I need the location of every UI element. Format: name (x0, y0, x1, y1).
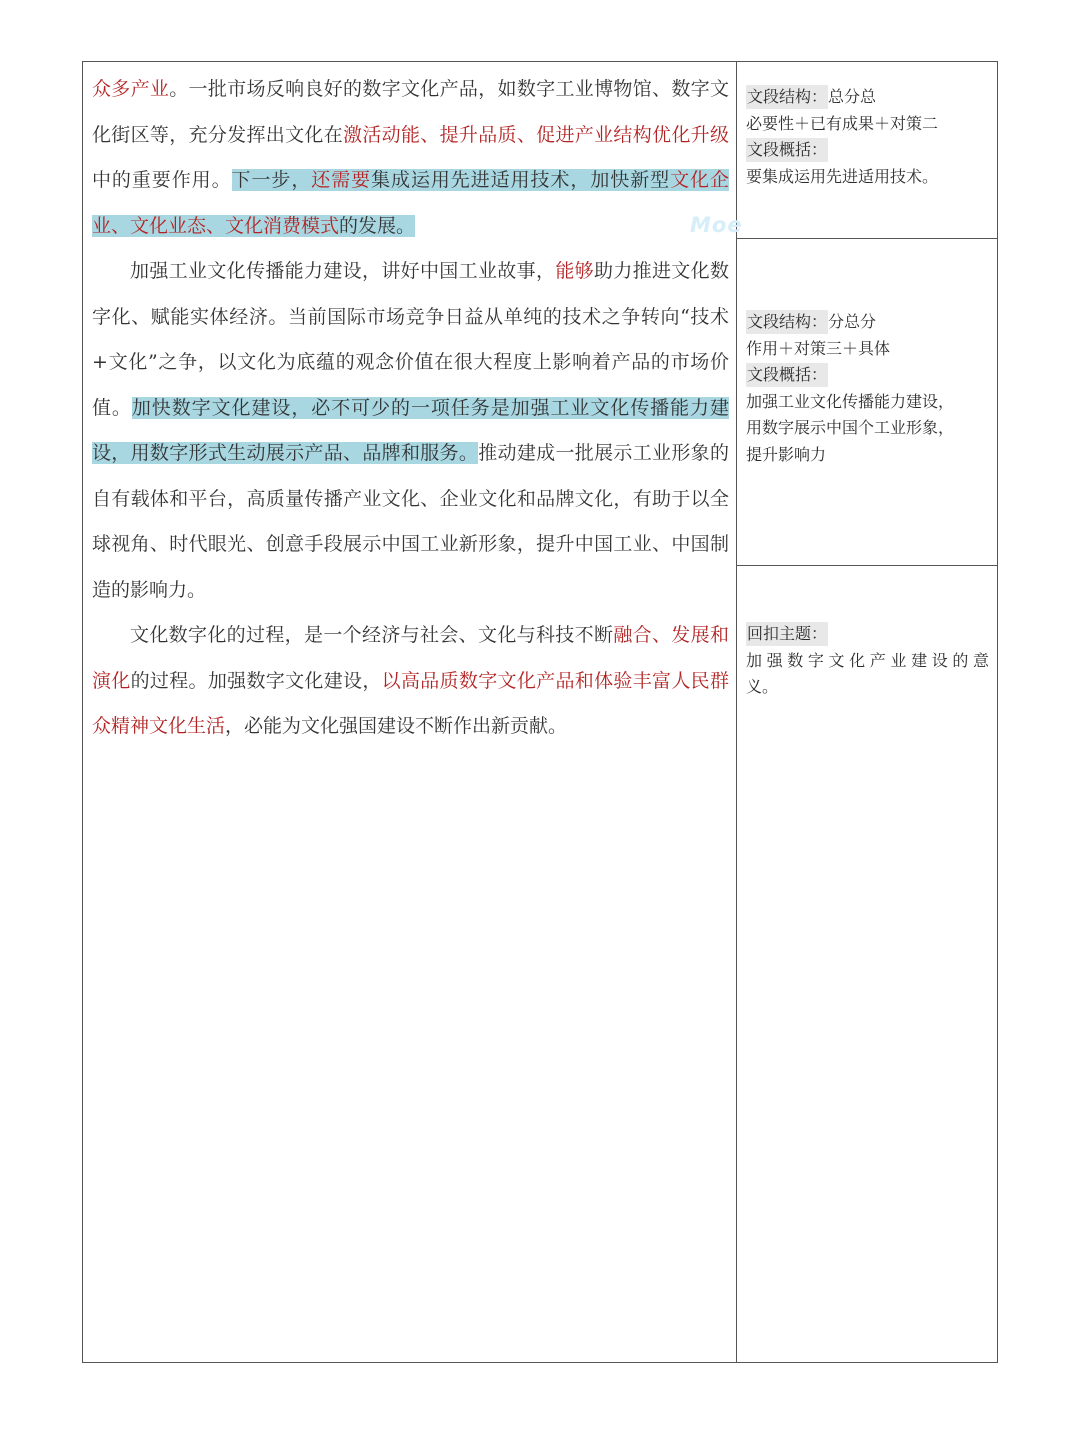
note-cell-1 (737, 62, 997, 239)
body-text: 助力推进文化数字化、赋能实体经济。当前国际市场竞争日益从单纯的技术之争转向“技术+文化”之争，以文化为底蕴的观念价值在很大程度上影响着产品的市场价值。 (92, 260, 729, 419)
emphasis-text: 能够 (555, 260, 594, 282)
structure-label: 文段结构： (746, 310, 828, 334)
essay-paragraph (92, 613, 729, 750)
theme-line: 加强数字文化产业建设的意 (746, 650, 989, 670)
summary-line: 提升影响力 (746, 444, 827, 464)
notes-column (737, 62, 997, 1362)
summary-line: 用数字展示中国个工业形象， (746, 418, 955, 437)
body-text: ，必能为文化强国建设不断作出新贡献。 (225, 715, 568, 737)
body-text: 推动建成一批展示工业形象的自有载体和平台，高质量传播产业文化、企业文化和品牌文化，有助于以全球视角、时代眼光、创意手段展示中国工业新形象，提升中国工业、中国制造的影响力。 (92, 442, 729, 601)
body-text: 的过程。加强数字文化建设， (130, 669, 382, 692)
essay-body (83, 62, 736, 750)
summary-label: 文段概括： (746, 138, 828, 162)
structure-value: 分总分 (828, 312, 877, 331)
structure-value: 总分总 (828, 87, 877, 106)
structure-label: 文段结构： (746, 85, 828, 109)
summary-line: 要集成运用先进适用技术。 (746, 166, 939, 186)
highlighted-text: 文化企业、文化业态、文化消费模式 (92, 169, 729, 237)
summary-line: 加强工业文化传播能力建设， (746, 391, 955, 411)
emphasis-text: 众多产业 (92, 78, 170, 100)
body-text: 文化数字化的过程，是一个经济与社会、文化与科技不断 (130, 624, 614, 646)
highlighted-text: 还需要 (311, 169, 372, 191)
emphasis-text: 融合、发展和演化 (92, 624, 729, 692)
theme-label: 回扣主题： (746, 622, 828, 646)
emphasis-text: 激活动能、提升品质、促进产业结构优化升级 (343, 123, 729, 146)
note-cell-2 (737, 239, 997, 566)
highlighted-text: 的发展。 (339, 214, 416, 237)
highlighted-text: 下一步， (231, 169, 312, 191)
structure-detail: 必要性＋已有成果＋对策二 (746, 113, 939, 133)
highlighted-text: 集成运用先进适用技术，加快新型 (371, 169, 671, 191)
theme-line: 义。 (746, 677, 779, 696)
essay-paragraph (92, 249, 729, 613)
structure-detail: 作用＋对策三＋具体 (746, 338, 891, 358)
highlighted-text: 加快数字文化建设，必不可少的一项任务是加强工业文化传播能力建设，用数字形式生动展示产品、品牌和服务。 (92, 396, 729, 464)
note-cell-3 (737, 566, 997, 701)
emphasis-text: 以高品质数字文化产品和体验丰富人民群众精神文化生活 (92, 669, 729, 737)
watermark-text: Moe (690, 213, 743, 237)
body-text: 中的重要作用。 (92, 169, 232, 191)
body-text: 加强工业文化传播能力建设，讲好中国工业故事， (130, 260, 556, 282)
outline-table (82, 61, 998, 1363)
essay-column (83, 62, 737, 1362)
essay-paragraph (92, 67, 729, 249)
body-text: 。一批市场反响良好的数字文化产品，如数字工业博物馆、数字文化街区等，充分发挥出文化在 (92, 78, 729, 146)
summary-label: 文段概括： (746, 363, 828, 387)
